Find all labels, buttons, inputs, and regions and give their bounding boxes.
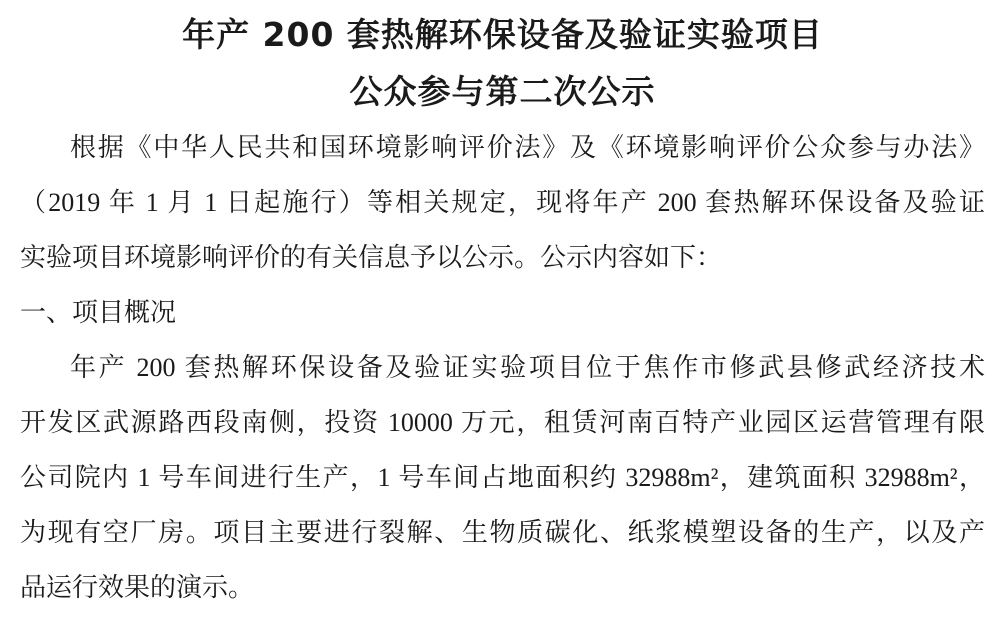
intro-paragraph-line-1: 根据《中华人民共和国环境影响评价法》及《环境影响评价公众参与办法》: [70, 133, 985, 162]
section-1-paragraph-line-2: 开发区武源路西段南侧，投资 10000 万元，租赁河南百特产业园区运营管理有限: [20, 408, 985, 437]
document-title-line-2: 公众参与第二次公示: [349, 72, 656, 111]
document-body: [20, 120, 985, 615]
section-1-heading: 一、项目概况: [20, 298, 177, 327]
section-1-paragraph-line-3: 公司院内 1 号车间进行生产，1 号车间占地面积约 32988m²，建筑面积 32988m²，: [20, 463, 985, 492]
section-1-paragraph-line-4: 为现有空厂房。项目主要进行裂解、生物质碳化、纸浆模塑设备的生产，以及产: [20, 518, 985, 547]
intro-paragraph-line-2: （2019 年 1 月 1 日起施行）等相关规定，现将年产 200 套热解环保设备及验证: [20, 188, 985, 217]
section-1-paragraph-line-5: 品运行效果的演示。: [20, 573, 255, 602]
document-title: [20, 6, 985, 120]
document-title-line-1: 年产 200 套热解环保设备及验证实验项目: [182, 15, 823, 54]
section-1-paragraph-line-1: 年产 200 套热解环保设备及验证实验项目位于焦作市修武县修武经济技术: [70, 353, 985, 382]
intro-paragraph-line-3: 实验项目环境影响评价的有关信息予以公示。公示内容如下：: [20, 243, 723, 272]
